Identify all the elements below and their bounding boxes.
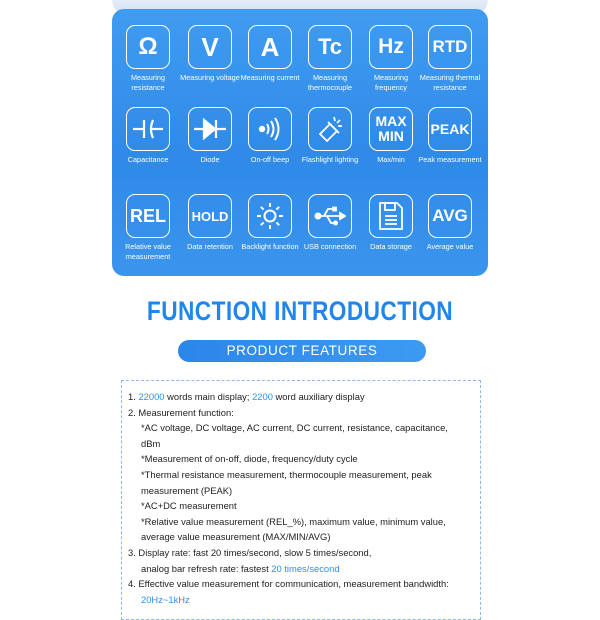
list-item: 4. Effective value measurement for communication, measurement bandwidth:	[128, 578, 449, 590]
item-number: 1.	[128, 391, 136, 402]
feature-label: Max/min	[377, 155, 405, 164]
omega-icon: Ω	[126, 25, 170, 69]
bandwidth-value: 20Hz~1kHz	[141, 593, 190, 605]
maxmin-icon	[369, 107, 413, 151]
voltage-icon: V	[188, 25, 232, 69]
list-subitem: *AC+DC measurement	[141, 500, 237, 512]
peak-icon: PEAK	[428, 107, 472, 151]
feature-flashlight	[298, 107, 362, 165]
feature-label: On-off beep	[250, 155, 290, 164]
feature-label: Measuring current	[240, 73, 300, 82]
feature-label: Backlight function	[241, 242, 299, 251]
feature-voltage	[178, 25, 242, 83]
usb-icon	[308, 194, 352, 238]
list-subitem: *Measurement of on-off, diode, frequency/duty cycle	[141, 453, 358, 465]
section-badge: PRODUCT FEATURES	[178, 340, 426, 362]
feature-diode	[178, 107, 242, 165]
feature-label: Diode	[200, 155, 220, 164]
feature-thermal-resistance	[418, 25, 482, 92]
feature-label: Data storage	[370, 242, 412, 251]
backlight-icon	[248, 194, 292, 238]
hold-icon: HOLD	[188, 194, 232, 238]
feature-average	[418, 194, 482, 252]
thermocouple-icon: Tc	[308, 25, 352, 69]
features-panel	[112, 9, 488, 276]
feature-hold	[178, 194, 242, 252]
list-item: 3. Display rate: fast 20 times/second, slow 5 times/second,	[128, 546, 372, 558]
list-subitem	[128, 561, 480, 577]
list-item	[128, 389, 480, 405]
list-item: 2. Measurement function:	[128, 406, 234, 418]
features-list	[128, 389, 480, 607]
min-text: MIN	[378, 128, 404, 144]
feature-frequency	[359, 25, 423, 92]
feature-label: Capacitance	[127, 155, 169, 164]
feature-backlight	[238, 194, 302, 252]
feature-label: Relative value measurement	[125, 242, 171, 261]
frequency-icon: Hz	[369, 25, 413, 69]
diode-icon	[188, 107, 232, 151]
feature-current	[238, 25, 302, 83]
feature-relative	[116, 194, 180, 261]
feature-beep	[238, 107, 302, 165]
list-subitem: *Relative value measurement (REL_%), maximum value, minimum value,	[141, 515, 446, 527]
feature-label: USB connection	[303, 242, 357, 251]
list-subitem: *AC voltage, DC voltage, AC current, DC current, resistance, capacitance,	[141, 422, 448, 434]
feature-label: Peak measurement	[418, 155, 482, 164]
list-subitem: dBm	[141, 437, 161, 449]
feature-maxmin	[359, 107, 423, 165]
list-subitem: *Thermal resistance measurement, thermocouple measurement, peak	[141, 468, 432, 480]
current-icon: A	[248, 25, 292, 69]
beep-icon	[248, 107, 292, 151]
flashlight-icon	[308, 107, 352, 151]
rel-icon: REL	[126, 194, 170, 238]
max-text: MAX	[375, 113, 407, 129]
data-storage-icon	[369, 194, 413, 238]
list-text: word auxiliary display	[275, 391, 365, 402]
feature-label: Average value	[426, 242, 474, 251]
feature-peak	[418, 107, 482, 165]
feature-label: Measuring thermal resistance	[419, 73, 481, 92]
page-title: FUNCTION INTRODUCTION	[146, 296, 454, 326]
refresh-rate-value: 20 times/second	[271, 562, 340, 574]
feature-resistance	[116, 25, 180, 92]
feature-label: Data retention	[187, 242, 233, 251]
list-text: analog bar refresh rate: fastest	[141, 562, 269, 574]
avg-icon: AVG	[428, 194, 472, 238]
feature-thermocouple	[298, 25, 362, 92]
aux-display-count: 2200	[252, 391, 273, 402]
feature-label: Measuring frequency	[373, 73, 409, 92]
feature-data-storage	[359, 194, 423, 252]
feature-label: Measuring resistance	[130, 73, 166, 92]
feature-label: Flashlight lighting	[301, 155, 359, 164]
main-display-count: 22000	[138, 391, 165, 402]
feature-label: Measuring voltage	[180, 73, 240, 82]
feature-label: Measuring thermocouple	[307, 73, 353, 92]
rtd-icon: RTD	[428, 25, 472, 69]
list-subitem: average value measurement (MAX/MIN/AVG)	[141, 531, 331, 543]
feature-usb	[298, 194, 362, 252]
list-text: words main display;	[167, 391, 250, 402]
feature-capacitance	[116, 107, 180, 165]
list-subitem: measurement (PEAK)	[141, 484, 233, 496]
capacitor-icon	[126, 107, 170, 151]
